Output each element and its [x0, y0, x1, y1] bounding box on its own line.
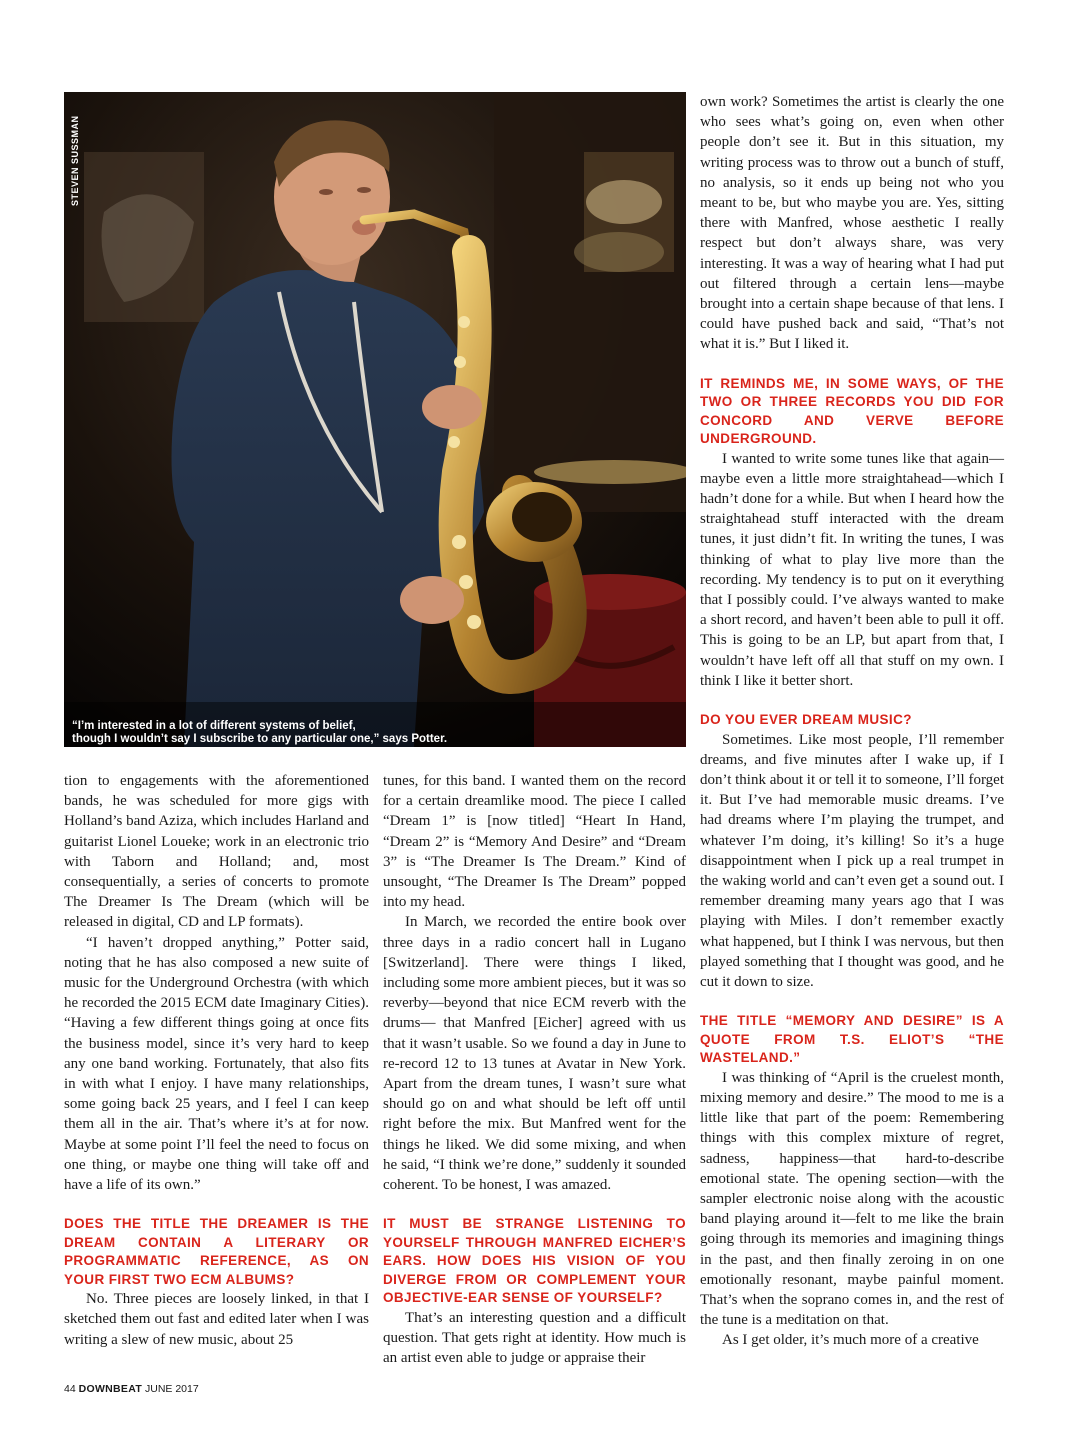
article-photo [64, 92, 686, 747]
middle-column [383, 771, 686, 1368]
photo-caption [72, 720, 632, 746]
interview-answer: Sometimes. Like most people, I’ll remember dreams, and five minutes after I wake up, if I don’t think about it or tell it to someone, I’ll forget it. But I’ve had memorable music dreams. I’ve had dreams where I’m playing the trumpet, and whatever I’m doing, it’s killing! So it’s a huge disappointment when I pick up a real trumpet in the waking world and can’t even get a sound out. I remember dreaming many years ago that I was playing with Miles. I don’t remember exactly what happened, but I think I was nervous, but then played something that I thought was good, and he cut it down to size. [700, 731, 1004, 991]
interview-question: DOES THE TITLE THE DREAMER IS THE DREAM CONTAIN A LITERARY OR PROGRAMMATIC REFERENCE, AS ON YOUR FIRST TWO ECM ALBUMS? [64, 1216, 369, 1287]
interview-answer: No. Three pieces are loosely linked, in that I sketched them out fast and edited later when I was writing a slew of new music, about 25 [64, 1291, 369, 1348]
page-footer [64, 1383, 199, 1397]
interview-question: DO YOU EVER DREAM MUSIC? [700, 712, 912, 728]
interview-answer: As I get older, it’s much more of a creative [722, 1332, 979, 1349]
body-paragraph: tunes, for this band. I wanted them on the record for a certain dreamlike mood. The piece I called “Dream 1” is [now titled] “Heart In Hand, “Dream 2” is “Memory And Desire” and “Dream 3” is “The Dreamer Is The Dream.” Kind of unsought, “The Dreamer Is The Dream” popped into my head. [383, 773, 686, 911]
issue-date: JUNE 2017 [144, 1383, 199, 1395]
interview-answer: That’s an interesting question and a difficult question. That gets right at identity. How much is an artist even able to judge or appraise their [383, 1309, 686, 1367]
interview-question: IT REMINDS ME, IN SOME WAYS, OF THE TWO OR THREE RECORDS YOU DID FOR CONCORD AND VERVE BEFORE UNDERGROUND. [700, 375, 1004, 447]
page-number: 44 [64, 1383, 76, 1395]
saxophonist-performing-image [64, 92, 686, 747]
body-paragraph: In March, we recorded the entire book over three days in a radio concert hall in Lugano [Switzerland]. There were things I liked, including some more ambient pieces, but it was so reverby—beyond that nice ECM reverb with the drums— that Manfred [Eicher] agreed with us that it wasn’t usable. So we found a day in June to re-record 12 to 13 tunes at Avatar in New York. Apart from the dream tunes, I wasn’t sure what should go on and what should be left off until right before the mix. But Manfred went for the things he liked. We did some mixing, and when he said, “I think we’re done,” suddenly it sounded coherent. To be honest, I was amazed. [383, 914, 686, 1194]
left-column [64, 771, 369, 1350]
interview-answer: I was thinking of “April is the cruelest month, mixing memory and desire.” The mood to me is a little like that part of the poem: Remembering things with this complex mixture of regret, sadness, happiness—that hard-to-describe emotional state. The opening section—with the sampler electronic noise along with the acoustic band playing around it—felt to me like the brain going through its memories and imagining things in the past, and then finally zeroing in on one emotionally resonant, maybe painful moment. That’s when the soprano comes in, and the rest of the tune is a meditation on that. [700, 1069, 1004, 1329]
body-paragraph: own work? Sometimes the artist is clearly the one who sees what’s going on, even when other people don’t see it. But in this situation, my writing process was to throw out a bunch of stuff, no analysis, so it ends up being not who you meant to be, but who maybe you are. Yes, sitting there with Manfred, whose aesthetic I really respect but don’t always share, was very interesting. It was a way of hearing what I had put out filtered through a certain lens—maybe brought into a certain shape because of that lens. I could have pushed back and said, “That’s not what it is.” But I liked it. [700, 94, 1004, 353]
body-paragraph: “I haven’t dropped anything,” Potter said, noting that he has also composed a new suite of music for the Underground Orchestra (with which he recorded the 2015 ECM date Imaginary Cities). “Having a few different things going at once fits the business model, since it’s very hard to keep any one band working. Fortunately, that also fits in with what I enjoy. I have many relationships, some going back 25 years, and I feel I can keep them all in the air. That’s where it’s at for now. Maybe at some point I’ll feel the need to focus on one thing, or maybe one thing will take off and have a life of its own.” [64, 934, 369, 1194]
interview-answer: I wanted to write some tunes like that again—maybe even a little more straightahead—which I hadn’t done for a while. But when I heard how the straightahead stuff interacted with the dream tunes, it just didn’t fit. In writing the tunes, I was thinking of what to play live more than the recording. My tendency is to put on it everything that I possibly could. I’ve always wanted to make a short record, and haven’t been able to pull it off. This is going to be an LP, but apart from that, I wouldn’t have left off all that stuff on my own. I think I like it better short. [700, 450, 1004, 689]
interview-question: THE TITLE “MEMORY AND DESIRE” IS A QUOTE FROM T.S. ELIOT’S “THE WASTELAND.” [700, 1013, 1004, 1066]
magazine-name: DOWNBEAT [78, 1383, 143, 1395]
photo-caption-line-2: though I wouldn’t say I subscribe to any particular one,” says Potter. [72, 733, 448, 745]
interview-question: IT MUST BE STRANGE LISTENING TO YOURSELF THROUGH MANFRED EICHER’S EARS. HOW DOES HIS VISION OF YOU DIVERGE FROM OR COMPLEMENT YOUR OBJECTIVE-EAR SENSE OF YOURSELF? [383, 1216, 686, 1306]
right-column [700, 92, 1004, 1351]
photo-credit: STEVEN SUSSMAN [70, 115, 80, 206]
photo-caption-line-1: “I’m interested in a lot of different systems of belief, [72, 720, 356, 732]
body-paragraph: tion to engagements with the aforementioned bands, he was scheduled for more gigs with Holland’s band Aziza, which includes Harland and guitarist Lionel Loueke; work in an electronic trio with Taborn and Holland; and, most consequentially, a series of concerts to promote The Dreamer Is The Dream (which will be released in digital, CD and LP formats). [64, 773, 369, 931]
